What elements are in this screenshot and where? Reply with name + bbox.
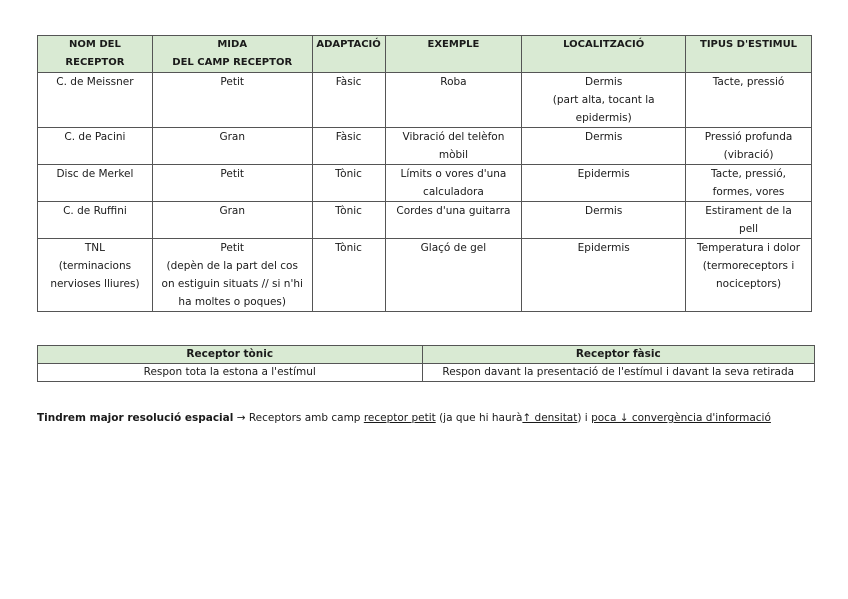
cell-line: Tacte, pressió: [712, 76, 785, 88]
cell-line: formes, vores: [712, 186, 785, 198]
receptor-table: [37, 35, 812, 312]
cell-line: C. de Meissner: [56, 76, 134, 88]
cell-line: C. de Pacini: [64, 131, 126, 143]
receptor-name-cell: [38, 128, 153, 165]
cell-line: Dermis: [585, 205, 623, 217]
cell-line: Cordes d'una guitarra: [396, 205, 511, 217]
field-size-cell: [152, 239, 312, 312]
receptor-name-cell: [38, 73, 153, 128]
comparison-header-row: [38, 346, 815, 364]
receptor-name-cell: [38, 202, 153, 239]
cell-line: Tònic: [335, 242, 362, 254]
example-cell: [385, 239, 522, 312]
cell-line: Gran: [219, 131, 245, 143]
adaptation-cell: [312, 202, 385, 239]
stimulus-type-cell: [686, 165, 812, 202]
cell-line: Temperatura i dolor: [697, 242, 801, 254]
table-row: [38, 128, 812, 165]
cell-line: (termoreceptors i: [702, 260, 795, 272]
cell-line: calculadora: [423, 186, 484, 198]
note-underline-3: poca ↓ convergència d'informació: [591, 412, 771, 424]
location-header: [522, 36, 686, 73]
adaptation-cell: [312, 73, 385, 128]
cell-line: Epidermis: [577, 242, 630, 254]
note-underline-1: receptor petit: [363, 412, 436, 424]
location-cell: [522, 202, 686, 239]
adaptation-cell: [312, 165, 385, 202]
note-underline-2: ↑ densitat: [522, 412, 578, 424]
cell-line: (vibració): [723, 149, 774, 161]
spatial-resolution-note: [37, 412, 771, 424]
header-line: MIDA: [217, 39, 248, 50]
cell-line: epidermis): [575, 112, 632, 124]
header-line: LOCALITZACIÓ: [563, 39, 645, 50]
cell-line: (depèn de la part del cos: [166, 260, 298, 272]
cell-line: Disc de Merkel: [56, 168, 134, 180]
note-text-3: ) i: [577, 412, 588, 424]
cell-line: Estirament de la: [705, 205, 792, 217]
field-size-cell: [152, 73, 312, 128]
comparison-value-row: [38, 364, 815, 382]
stimulus-type-cell: [686, 239, 812, 312]
header-line: NOM DEL: [69, 39, 121, 50]
field-size-cell: [152, 165, 312, 202]
cell-line: Límits o vores d'una: [400, 168, 507, 180]
cell-line: ha moltes o poques): [178, 296, 287, 308]
cell-line: Tacte, pressió,: [711, 168, 787, 180]
cell-line: Tònic: [335, 205, 362, 217]
adaptation-cell: [312, 239, 385, 312]
cell-line: Gran: [219, 205, 245, 217]
cell-line: Glaçó de gel: [420, 242, 487, 254]
cell-line: Tònic: [335, 168, 362, 180]
table-row: [38, 165, 812, 202]
cell-line: nervioses lliures): [50, 278, 140, 290]
cell-line: Petit: [220, 76, 244, 88]
cell-line: TNL: [84, 242, 105, 254]
stimulus-type-cell: [686, 73, 812, 128]
cell-line: Vibració del telèfon: [402, 131, 505, 143]
cell-line: Fàsic: [335, 76, 362, 88]
example-cell: [385, 73, 522, 128]
cell-line: pell: [739, 223, 759, 235]
cell-line: Fàsic: [335, 131, 362, 143]
location-cell: [522, 128, 686, 165]
phasic-description: Respon davant la presentació de l'estímul i davant la seva retirada: [422, 364, 815, 382]
receptor-name-header: [38, 36, 153, 73]
example-cell: [385, 128, 522, 165]
cell-line: Dermis: [585, 131, 623, 143]
table-row: [38, 73, 812, 128]
arrow-icon: →: [236, 412, 246, 424]
stimulus-type-cell: [686, 128, 812, 165]
stimulus-type-header: [686, 36, 812, 73]
table-row: [38, 239, 812, 312]
adaptation-header: [312, 36, 385, 73]
table-header-row: [38, 36, 812, 73]
tonic-header: Receptor tònic: [38, 346, 423, 364]
receptor-comparison-table: [37, 345, 815, 382]
header-line: EXEMPLE: [427, 39, 480, 50]
header-line: RECEPTOR: [65, 57, 125, 68]
field-size-cell: [152, 128, 312, 165]
receptor-name-cell: [38, 165, 153, 202]
header-line: ADAPTACIÓ: [316, 39, 381, 50]
note-text-1: Receptors amb camp: [248, 412, 361, 424]
note-text-2: (ja que hi haurà: [439, 412, 523, 424]
stimulus-type-cell: [686, 202, 812, 239]
cell-line: on estiguin situats // si n'hi: [161, 278, 303, 290]
cell-line: nociceptors): [715, 278, 782, 290]
location-cell: [522, 73, 686, 128]
header-line: TIPUS D'ESTIMUL: [700, 39, 798, 50]
cell-line: mòbil: [438, 149, 468, 161]
location-cell: [522, 165, 686, 202]
cell-line: Dermis: [585, 76, 623, 88]
cell-line: (terminacions: [58, 260, 132, 272]
example-cell: [385, 202, 522, 239]
cell-line: Petit: [220, 168, 244, 180]
cell-line: Roba: [440, 76, 467, 88]
cell-line: Petit: [220, 242, 244, 254]
cell-line: (part alta, tocant la: [552, 94, 655, 106]
cell-line: C. de Ruffini: [63, 205, 127, 217]
table-row: [38, 202, 812, 239]
field-size-header: [152, 36, 312, 73]
adaptation-cell: [312, 128, 385, 165]
location-cell: [522, 239, 686, 312]
field-size-cell: [152, 202, 312, 239]
receptor-name-cell: [38, 239, 153, 312]
note-bold: Tindrem major resolució espacial: [37, 412, 234, 424]
phasic-header: Receptor fàsic: [422, 346, 815, 364]
example-cell: [385, 165, 522, 202]
cell-line: Epidermis: [577, 168, 630, 180]
header-line: DEL CAMP RECEPTOR: [172, 57, 293, 68]
cell-line: Pressió profunda: [704, 131, 793, 143]
example-header: [385, 36, 522, 73]
tonic-description: Respon tota la estona a l'estímul: [38, 364, 423, 382]
